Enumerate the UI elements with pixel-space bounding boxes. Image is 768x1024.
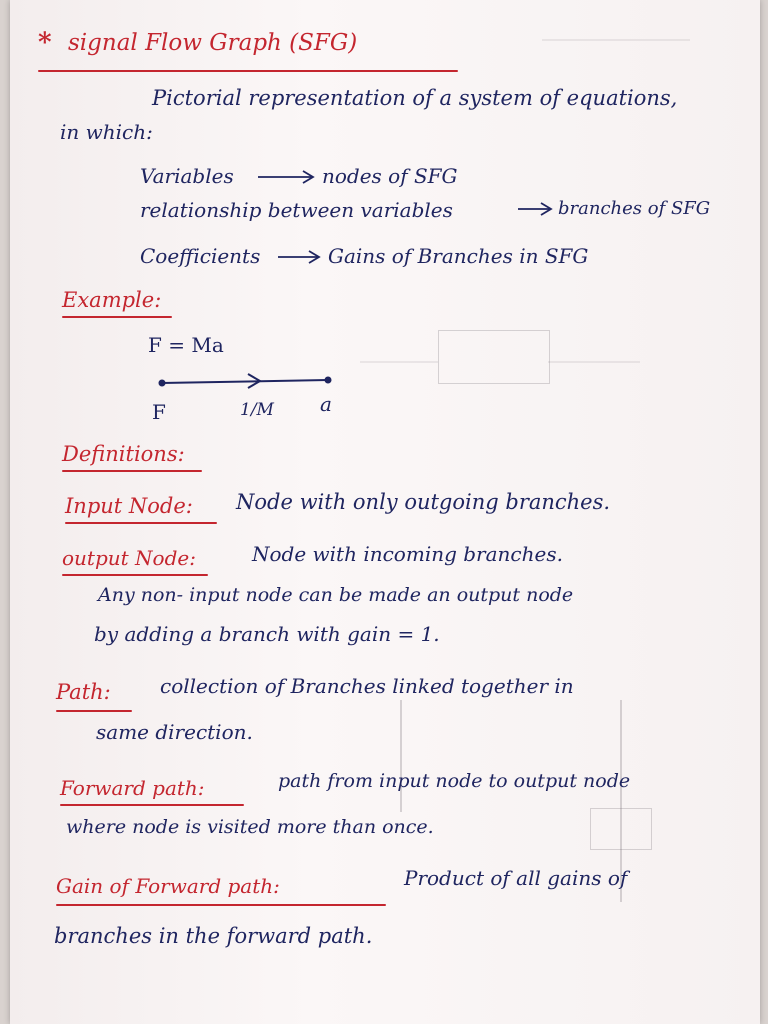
mapping-right-2: branches of SFG: [558, 198, 711, 219]
mapping-right-3: Gains of Branches in SFG: [328, 244, 589, 268]
mapping-arrow-2: [518, 203, 551, 215]
sfg-branch-line: [162, 380, 328, 383]
path-underline: [56, 710, 132, 712]
input-node-term: Input Node:: [65, 494, 193, 518]
forward-path-text-2: where node is visited more than once.: [66, 816, 434, 838]
intro-line-1: Pictorial representation of a system of equations,: [152, 86, 678, 110]
output-node-extra-2: by adding a branch with gain = 1.: [94, 622, 440, 646]
forward-path-text: path from input node to output node: [278, 770, 631, 792]
gain-forward-path-underline: [56, 904, 386, 906]
mapping-arrow-1: [258, 171, 313, 183]
example-underline: [62, 316, 172, 318]
mapping-left-1: Variables: [140, 164, 234, 188]
gain-forward-path-text-2: branches in the forward path.: [54, 924, 373, 948]
output-node-extra-1: Any non- input node can be made an output node: [98, 584, 574, 606]
forward-path-term: Forward path:: [60, 776, 205, 800]
mapping-left-2: relationship between variables: [140, 198, 453, 222]
notebook-page: [10, 0, 760, 1024]
output-node-text: Node with incoming branches.: [252, 542, 563, 566]
sfg-node-a: [325, 377, 332, 384]
page-title: signal Flow Graph (SFG): [68, 30, 358, 56]
path-text-2: same direction.: [96, 720, 253, 744]
example-heading: Example:: [62, 288, 162, 312]
title-star: *: [38, 28, 52, 58]
input-node-underline: [65, 522, 217, 524]
definitions-heading: Definitions:: [62, 442, 185, 466]
path-term: Path:: [56, 680, 111, 704]
example-equation: F = Ma: [148, 333, 224, 357]
gain-forward-path-term: Gain of Forward path:: [56, 874, 280, 898]
output-node-underline: [62, 574, 208, 576]
mapping-left-3: Coefficients: [140, 244, 261, 268]
forward-path-underline: [60, 804, 244, 806]
sfg-node-left-label: F: [152, 400, 166, 424]
mapping-right-1: nodes of SFG: [322, 164, 458, 188]
gain-forward-path-text: Product of all gains of: [404, 866, 628, 890]
output-node-term: output Node:: [62, 546, 196, 570]
definitions-underline: [62, 470, 202, 472]
path-text: collection of Branches linked together in: [160, 674, 574, 698]
sfg-gain-label: 1/M: [240, 400, 274, 420]
intro-line-2: in which:: [60, 120, 153, 144]
title-underline: [38, 70, 458, 72]
sfg-node-f: [159, 380, 166, 387]
sfg-node-right-label: a: [320, 392, 332, 416]
mapping-arrow-3: [278, 251, 319, 263]
input-node-text: Node with only outgoing branches.: [236, 490, 611, 514]
